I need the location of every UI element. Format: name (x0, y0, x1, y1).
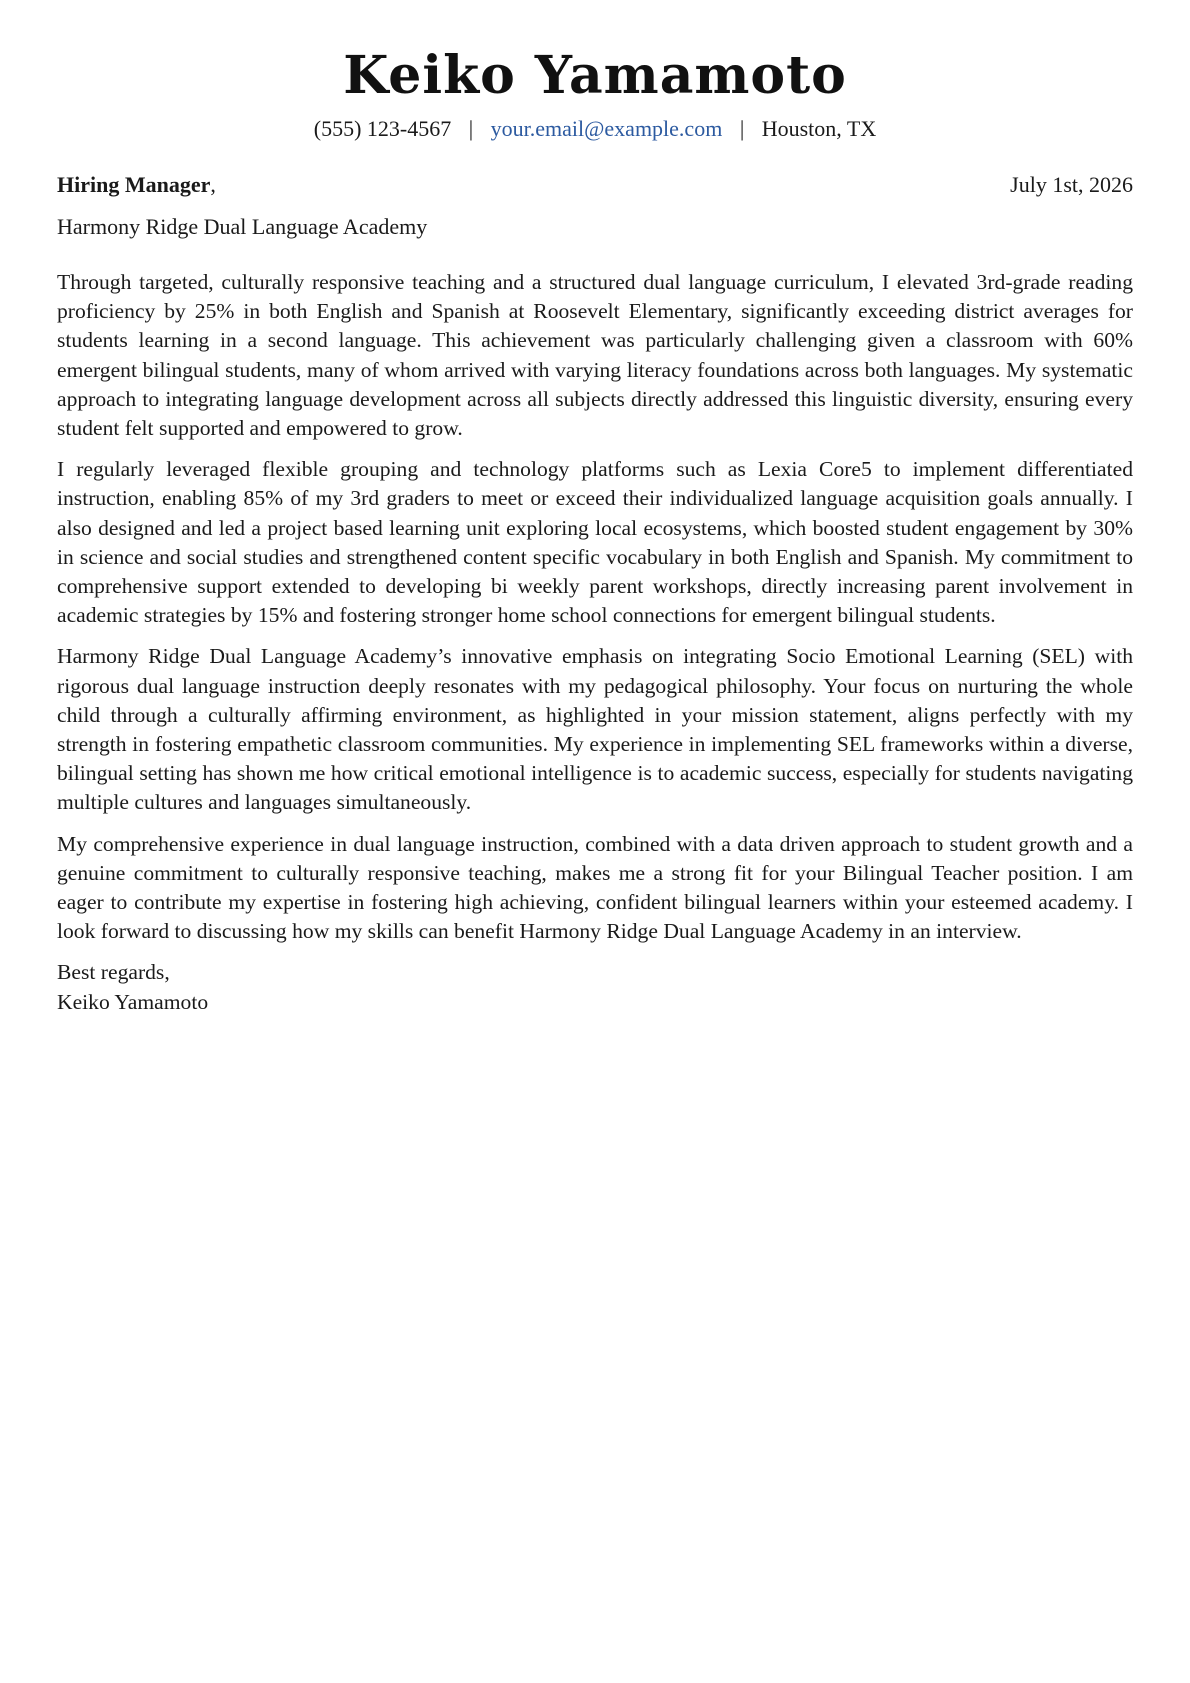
recipient-comma: , (210, 172, 216, 197)
closing-salutation: Best regards, (57, 960, 170, 985)
contact-line (57, 114, 1133, 144)
body-paragraph: My comprehensive experience in dual language instruction, combined with a data driven approach to student growth and a genuine commitment to culturally responsive teaching, makes me a strong fit for your Bilingual Teacher position. I am eager to contribute my expertise in fostering high achieving, confident bilingual learners within your esteemed academy. I look forward to discussing how my skills can benefit Harmony Ridge Dual Language Academy in an interview. (57, 831, 1133, 944)
letter-date: July 1st, 2026 (1010, 172, 1133, 197)
email-link[interactable]: your.email@example.com (490, 116, 723, 141)
phone-number: (555) 123-4567 (313, 116, 452, 141)
contact-separator: | (468, 116, 474, 141)
recipient-date-row (57, 170, 1133, 200)
letter-header (57, 0, 1133, 144)
body-paragraph: Through targeted, culturally responsive teaching and a structured dual language curriculum, I elevated 3rd-grade reading proficiency by 25% in both English and Spanish at Roosevelt Elementary, significantly exceeding district averages for students learning in a second language. This achievement was particularly challenging given a classroom with 60% emergent bilingual students, many of whom arrived with varying literacy foundations across both languages. My systematic approach to integrating language development across all subjects directly addressed this linguistic diversity, ensuring every student felt supported and empowered to grow. (57, 270, 1133, 441)
closing-signature: Keiko Yamamoto (57, 989, 209, 1014)
location: Houston, TX (761, 116, 877, 141)
letter-closing (57, 958, 1133, 1016)
cover-letter-page (57, 0, 1133, 1017)
body-paragraph: Harmony Ridge Dual Language Academy’s innovative emphasis on integrating Socio Emotional Learning (SEL) with rigorous dual language instruction deeply resonates with my pedagogical philosophy. Your focus on nurturing the whole child through a culturally affirming environment, as highlighted in your mission statement, aligns perfectly with my strength in fostering empathetic classroom communities. My experience in implementing SEL frameworks within a diverse, bilingual setting has shown me how critical emotional intelligence is to academic success, especially for students navigating multiple cultures and languages simultaneously. (57, 644, 1133, 815)
letter-body (57, 268, 1133, 946)
body-paragraph: I regularly leveraged flexible grouping and technology platforms such as Lexia Core5 to implement differentiated instruction, enabling 85% of my 3rd graders to meet or exceed their individualized language acquisition goals annually. I also designed and led a project based learning unit exploring local ecosystems, which boosted student engagement by 30% in science and social studies and strengthened content specific vocabulary in both English and Spanish. My commitment to comprehensive support extended to developing bi weekly parent workshops, directly increasing parent involvement in academic strategies by 15% and fostering stronger home school connections for emergent bilingual students. (57, 457, 1133, 628)
applicant-name: Keiko Yamamoto (343, 45, 847, 106)
recipient-line (57, 170, 216, 200)
recipient-name: Hiring Manager (57, 172, 211, 197)
organization-name: Harmony Ridge Dual Language Academy (57, 214, 428, 239)
contact-separator: | (739, 116, 745, 141)
